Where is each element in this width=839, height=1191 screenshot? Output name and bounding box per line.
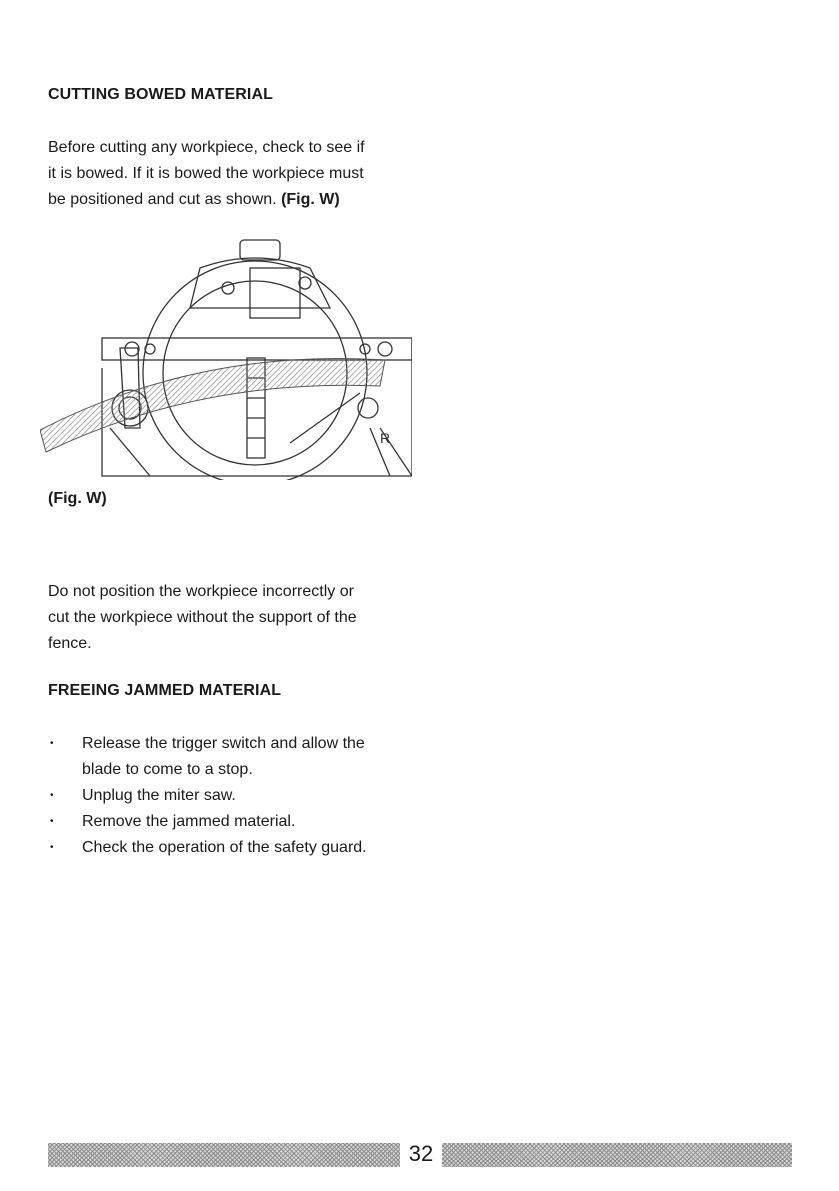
intro-paragraph <box>48 135 428 213</box>
motor-housing <box>190 258 330 308</box>
warning-line: cut the workpiece without the support of the <box>48 609 357 626</box>
section-heading-freeing-jammed-material: FREEING JAMMED MATERIAL <box>48 682 282 699</box>
warning-line: fence. <box>48 635 92 652</box>
list-item <box>48 835 448 861</box>
footer-decor-right <box>442 1143 792 1167</box>
page-number: 32 <box>408 1141 434 1166</box>
list-item <box>48 783 448 809</box>
warning-line: Do not position the workpiece incorrectly or <box>48 583 354 600</box>
saw-base <box>110 428 412 476</box>
intro-line: Before cutting any workpiece, check to see if <box>48 139 365 156</box>
step-line: • Check the operation of the safety guard. <box>82 839 367 856</box>
step-line: • Remove the jammed material. <box>82 813 296 830</box>
warning-paragraph <box>48 579 428 657</box>
bowed-workpiece <box>40 358 385 452</box>
figure-caption: (Fig. W) <box>48 490 107 507</box>
list-item <box>48 731 448 783</box>
saw-handle-knob <box>240 240 280 260</box>
intro-line: it is bowed. If it is bowed the workpiece must <box>48 165 364 182</box>
figure-reference: (Fig. W) <box>281 191 340 208</box>
step-line: blade to come to a stop. <box>82 761 253 778</box>
list-item <box>48 809 448 835</box>
step-line: • Unplug the miter saw. <box>82 787 236 804</box>
step-line: • Release the trigger switch and allow the <box>82 735 365 752</box>
footer-decor-left <box>48 1143 400 1167</box>
steps-list <box>48 731 448 861</box>
svg-text:R: R <box>380 430 391 446</box>
miter-saw-figure <box>40 228 412 480</box>
intro-line: be positioned and cut as shown. (Fig. W) <box>48 191 340 208</box>
section-heading-cutting-bowed-material: CUTTING BOWED MATERIAL <box>48 86 273 103</box>
